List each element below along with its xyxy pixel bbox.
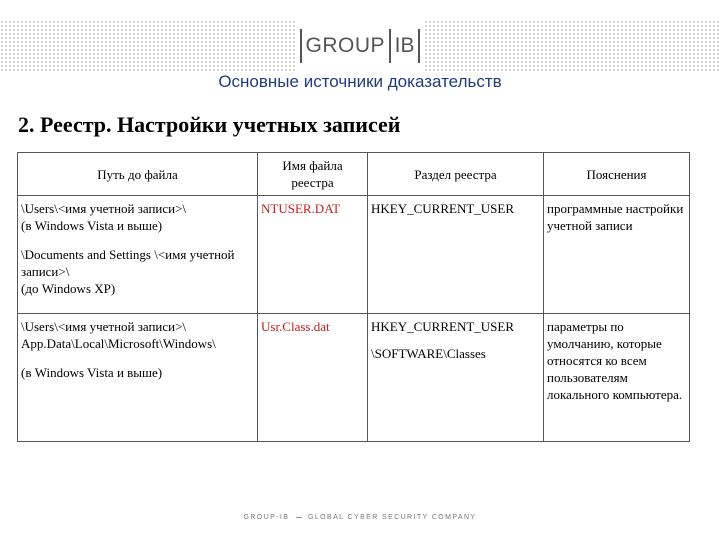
group-ib-logo [300,26,420,66]
notes-cell [544,196,690,314]
footer-tagline: GLOBAL CYBER SECURITY COMPANY [308,514,477,521]
table-row [18,314,690,442]
header-path: Путь до файла [18,153,258,196]
path-line: \Users\<имя учетной записи>\ [21,319,187,334]
path-cell [18,196,258,314]
section-cell [368,314,544,442]
table-header-row [18,153,690,196]
slide-subtitle: Основные источники доказательств [218,72,502,91]
section-text: HKEY_CURRENT_USER [371,319,515,334]
footer-brand: GROUP-IB [243,514,290,521]
section-cell [368,196,544,314]
logo-group-text: GROUP [305,34,386,57]
header-dot-pattern-right [424,20,720,72]
notes-text: параметры по умолчанию, которые относятся ко всем пользователям локального компьютера. [547,319,683,402]
path-line: (в Windows Vista и выше) [21,365,163,380]
registry-table [17,152,690,442]
logo-ib-text: IB [394,34,415,57]
file-name-cell [258,196,368,314]
notes-text: программные настройки учетной записи [547,201,684,233]
path-line: (в Windows Vista и выше) [21,218,163,233]
path-line: (до Windows XP) [21,281,116,296]
section-subkey: \SOFTWARE\Classes [371,346,486,361]
file-name: NTUSER.DAT [261,201,341,216]
header-dot-pattern-left [0,20,296,72]
path-cell [18,314,258,442]
file-name: Usr.Class.dat [261,319,330,334]
path-line: \Documents and Settings \<имя учетной записи>\ [21,247,235,279]
logo-bar-right [418,29,420,63]
section-text: HKEY_CURRENT_USER [371,201,515,216]
footer-divider [296,517,302,518]
header-notes: Пояснения [544,153,690,196]
file-name-cell [258,314,368,442]
header-section: Раздел реестра [368,153,544,196]
path-line: App.Data\Local\Microsoft\Windows\ [21,336,216,351]
path-line: \Users\<имя учетной записи>\ [21,201,187,216]
header-file-name: Имя файла реестра [258,153,368,196]
footer [0,514,720,521]
slide-title: 2. Реестр. Настройки учетных записей [18,112,401,137]
table-row [18,196,690,314]
notes-cell [544,314,690,442]
